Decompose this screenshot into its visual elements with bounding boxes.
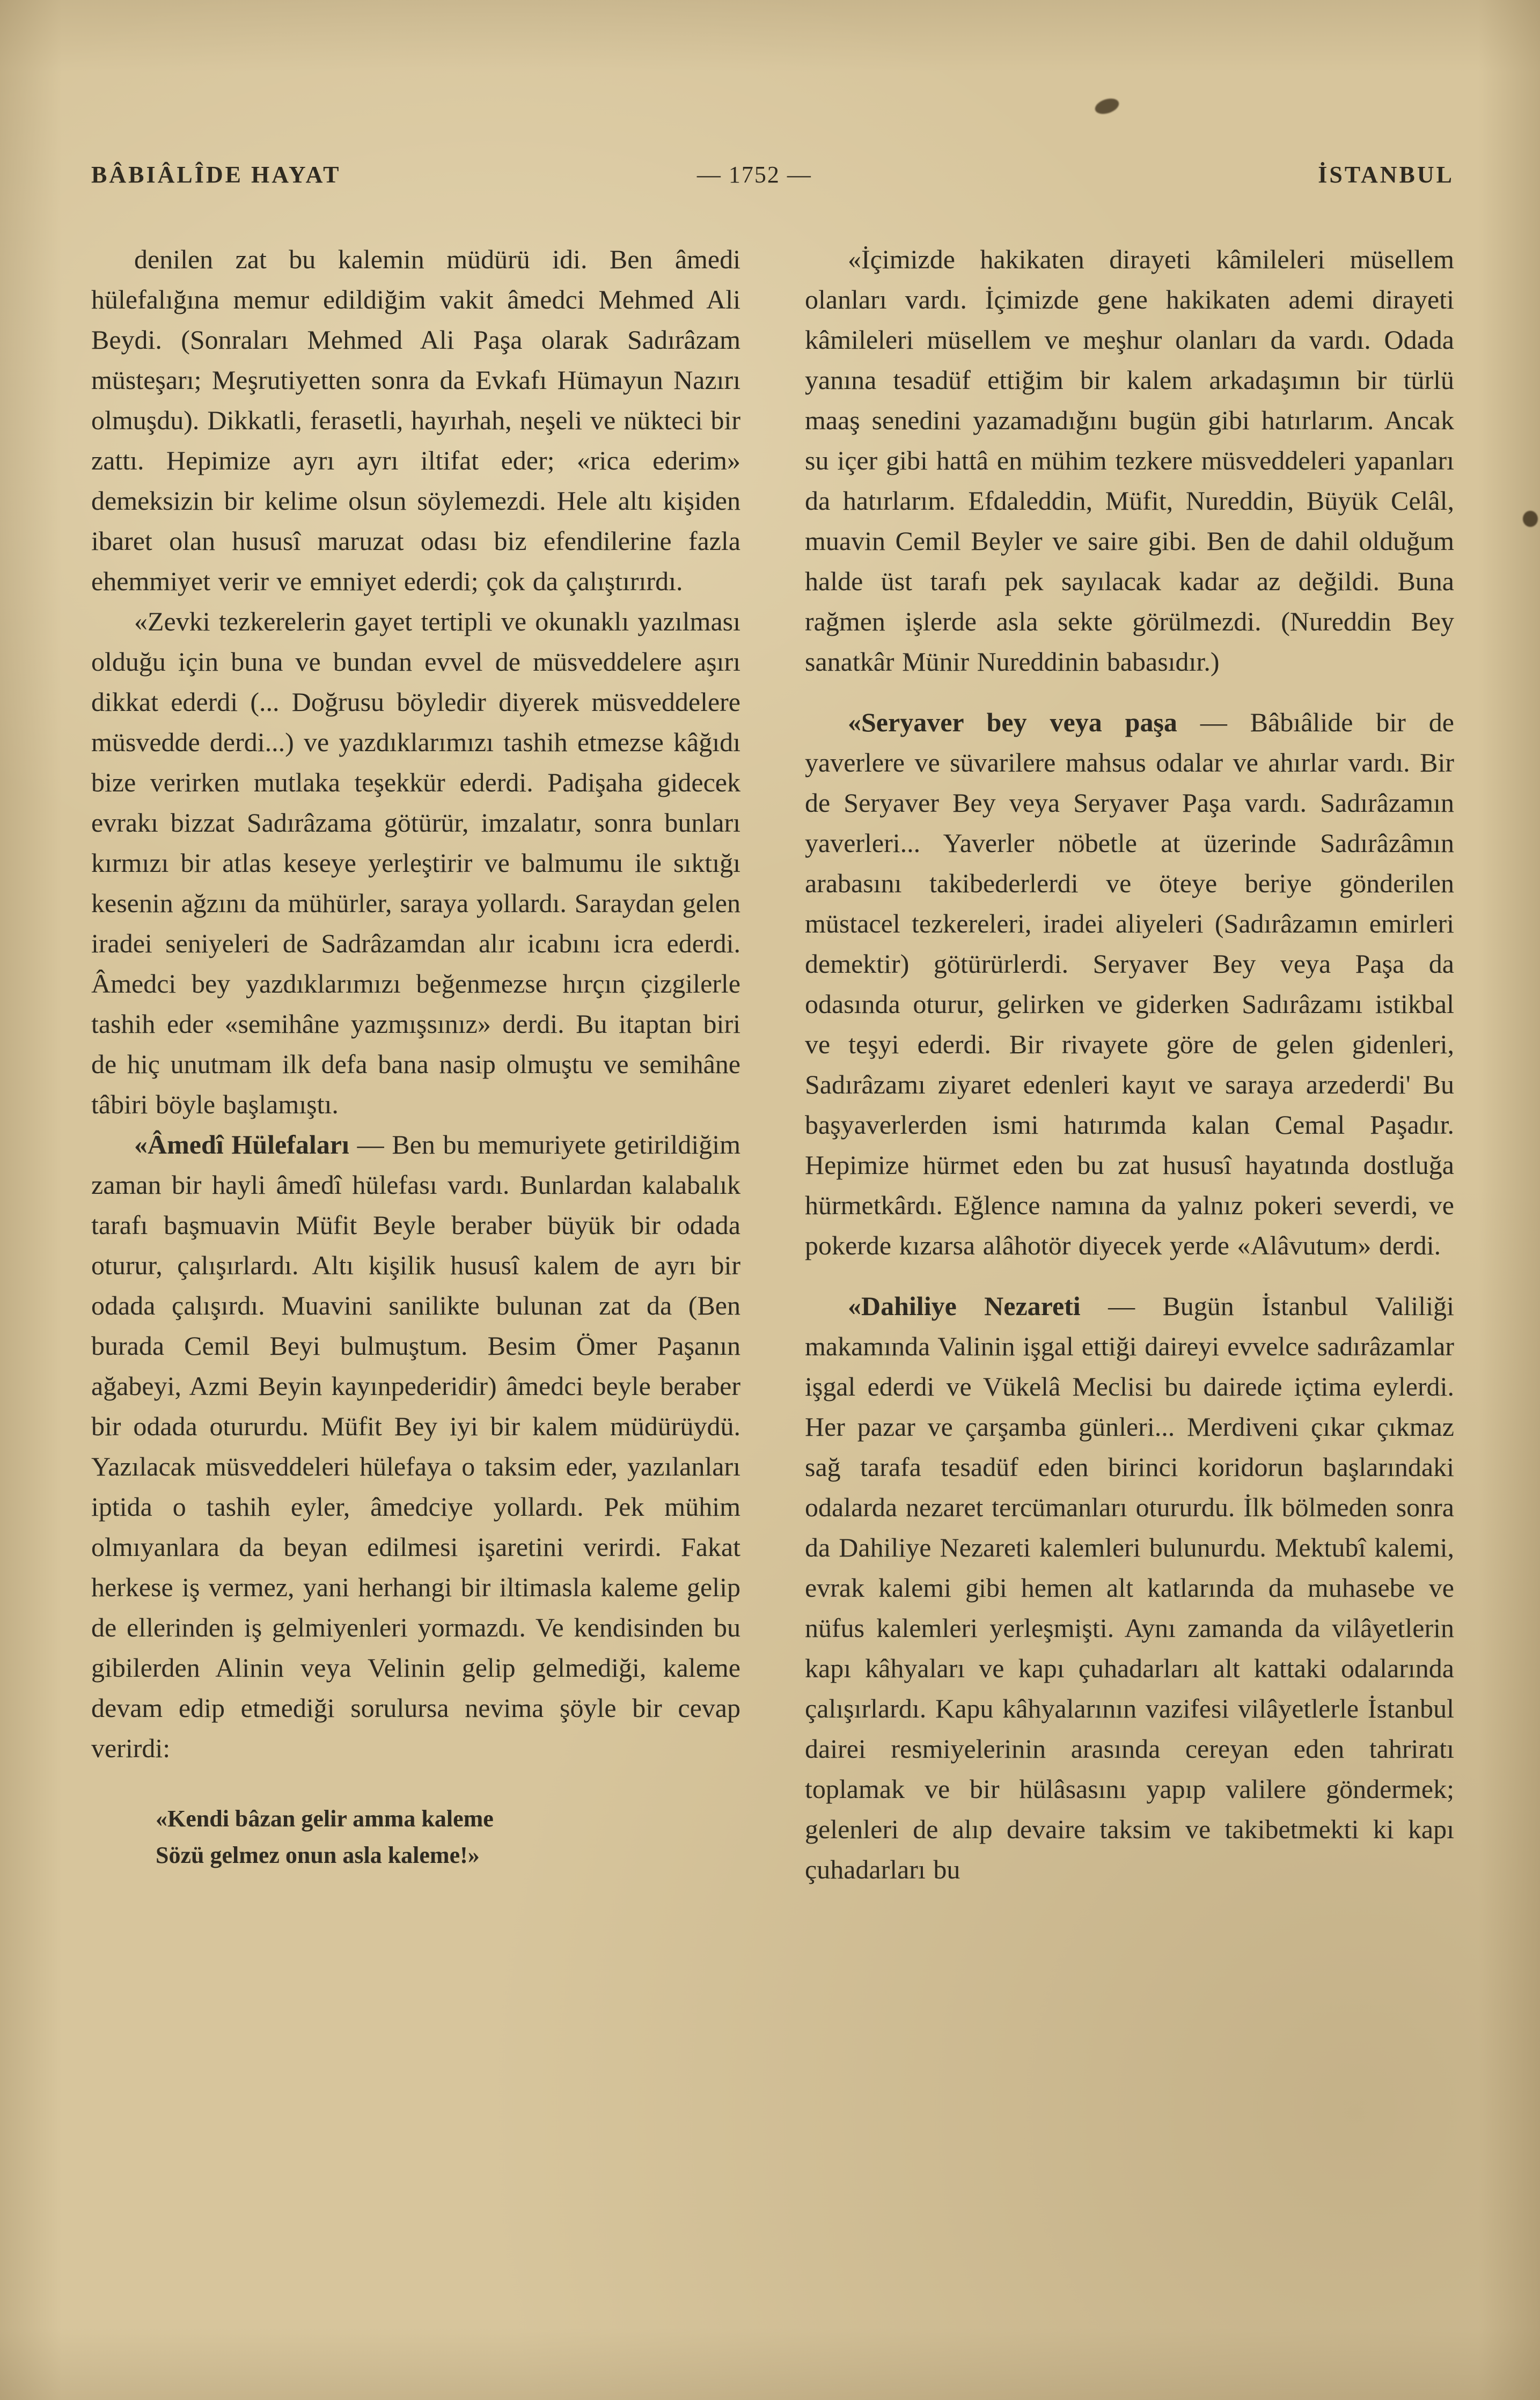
paragraph-lead: «Âmedî Hülefaları [134,1129,349,1159]
paragraph [805,702,1454,1266]
paragraph-body: denilen zat bu kalemin müdürü idi. Ben âmedi hülefalığına memur edildiğim vakit âmedci Mehmed Ali Beydi. (Sonraları Mehmed Ali Paşa olarak Sadırâzam müsteşarı; Meşrutiyetten sonra da Evkafı Hümayun Nazırı olmuşdu). Dikkatli, ferasetli, hayırhah, neşeli ve nükteci bir zattı. Hepimize ayrı ayrı iltifat eder; «rica ederim» demeksizin bir kelime olsun söylemezdi. Hele altı kişiden ibaret olan hususî maruzat odası biz efendilerine fazla ehemmiyet verir ve emniyet ederdi; çok da çalıştırırdı. [91,244,740,596]
paragraph [805,239,1454,682]
paragraph [805,1286,1454,1890]
verse-line: «Kendi bâzan gelir amma kaleme [156,1805,494,1832]
paragraph-lead: «Seryaver bey veya paşa [848,707,1177,737]
paper-speck [1523,511,1538,527]
paragraph-body: — Ben bu memuriyete getirildiğim zaman bir hayli âmedî hülefası vardı. Bunlardan kalabalık tarafı başmuavin Müfit Beyle beraber büyük bir odada oturur, çalışırlardı. Altı kişilik hususî kalem de ayrı bir odada çalışırdı. Muavini sanilikte bulunan zat da (Ben burada Cemil Beyi bulmuştum. Besim Ömer Paşanın ağabeyi, Azmi Beyin kayınpederidir) âmedci beyle beraber bir odada otururdu. Müfit Bey iyi bir kalem müdürüydü. Yazılacak müsveddeleri hülefaya o taksim eder, yazılanları iptida o tashih eyler, âmedciye yollardı. Pek mühim olmıyanlara da beyan edilmesi işaretini verirdi. Fakat herkese iş vermez, yani herhangi bir iltimasla kaleme gelip de ellerinden iş gelmiyenleri yormazdı. Ve kendisinden bu gibilerden Alinin veya Velinin gelip gelmediği, kaleme devam edip etmediği sorulursa nevima şöyle bir cevap verirdi: [91,1129,740,1763]
verse-line: Sözü gelmez onun asla kaleme!» [156,1842,480,1869]
running-title-left: BÂBIÂLÎDE HAYAT [91,162,341,188]
paragraph-body: «İçimizde hakikaten dirayeti kâmileleri müsellem olanları vardı. İçimizde gene hakikaten ademi dirayeti kâmileleri müsellem ve meşhur olanları da vardı. Odada yanına tesadüf ettiğim bir kalem arkadaşımın bir türlü maaş senedini yazamadığını bugün gibi hatırlarım. Ancak su içer gibi hattâ en mühim tezkere müsveddeleri yapanları da hatırlarım. Efdaleddin, Müfit, Nureddin, Büyük Celâl, muavin Cemil Beyler ve saire gibi. Ben de dahil olduğum halde üst tarafı pek sayılacak kadar az değildi. Buna rağmen işlerde asla sekte görülmezdi. (Nureddin Bey sanatkâr Münir Nureddinin babasıdır.) [805,244,1454,677]
paragraph-body: — Bugün İstanbul Valiliği makamında Valinin işgal ettiği daireyi evvelce sadırâzamlar işgal ederdi ve Vükelâ Meclisi bu dairede içtima eylerdi. Her pazar ve çarşamba günleri... Merdiveni çıkar çıkmaz sağ tarafa tesadüf eden birinci koridorun başlarındaki odalarda nezaret tercümanları otururdu. İlk bölmeden sonra da Dahiliye Nezareti kalemleri bulunurdu. Mektubî kalemi, evrak kalemi gibi hemen alt katlarında da muhasebe ve nüfus kalemleri yerleşmişti. Aynı zamanda da vilâyetlerin kapı kâhyaları ve kapı çuhadarları alt kattaki odalarında çalışırlardı. Kapu kâhyalarının vazifesi vilâyetlerle İstanbul dairei resmiyelerinin arasında cereyan eden tahriratı toplamak ve bir hülâsasını yapıp valilere göndermek; gelenleri de alıp devaire taksim ve takibetmekti ki kapı çuhadarları bu [805,1291,1454,1884]
paragraph-lead: «Dahiliye Nezareti [848,1291,1081,1321]
paragraph-body: — Bâbıâlide bir de yaverlere ve süvarilere mahsus odalar ve ahırlar vardı. Bir de Seryaver Bey veya Seryaver Paşa vardı. Sadırâzamın yaverleri... Yaverler nöbetle at üzerinde Sadırâzâmın arabasını takibederlerdi ve öteye beriye gönderilen müstacel tezkereleri, iradei aliyeleri (Sadırâzamın emirleri demektir) götürürlerdi. Seryaver Bey veya Paşa da odasında oturur, gelirken ve giderken Sadırâzamı istikbal ve teşyi ederdi. Bir rivayete göre de gelen gidenleri, Sadırâzamı ziyaret edenleri kayıt ve saraya arzederdi' Bu başyaverlerden ismi hatırımda kalan Cemal Paşadır. Hepimize hürmet eden bu zat hususî hayatında dostluğa hürmetkârdı. Eğlence namına da yalnız pokeri severdi, ve pokerde kızarsa alâhotör diyecek yerde «Alâvutum» derdi. [805,707,1454,1260]
right-column [805,239,1454,1890]
page-number: — 1752 — [696,162,812,188]
paragraph-body: «Zevki tezkerelerin gayet tertipli ve okunaklı yazılması olduğu için buna ve bundan evvel de müsveddelere aşırı dikkat ederdi (... Doğrusu böyledir diyerek müsveddelere müsvedde derdi...) ve yazdıklarımızı tashih etmezse kâğıdı bize verirken mutlaka teşekkür ederdi. Padişaha gidecek evrakı bizzat Sadırâzama götürür, imzalatır, sonra bunları kırmızı bir atlas keseye yerleştirir ve balmumu ile sıktığı kesenin ağzını da mühürler, saraya yollardı. Saraydan gelen iradei seniyeleri de Sadrâzamdan alır icabını icra ederdi. Âmedci bey yazdıklarımızı beğenmezse hırçın çizgilerle tashih eder «semihâne yazmışsınız» derdi. Bu itaptan biri de hiç unutmam ilk defa bana nasip olmuştu ve semihâne tâbiri böyle başlamıştı. [91,606,740,1119]
paper-speck [1093,96,1121,117]
paragraph [91,239,740,601]
left-column [91,239,740,1890]
paragraph [91,1125,740,1768]
running-title-right: İSTANBUL [1318,162,1454,188]
text-columns [91,239,1454,1890]
verse-quote [91,1801,740,1874]
paragraph [91,601,740,1125]
page-header [91,161,1454,188]
